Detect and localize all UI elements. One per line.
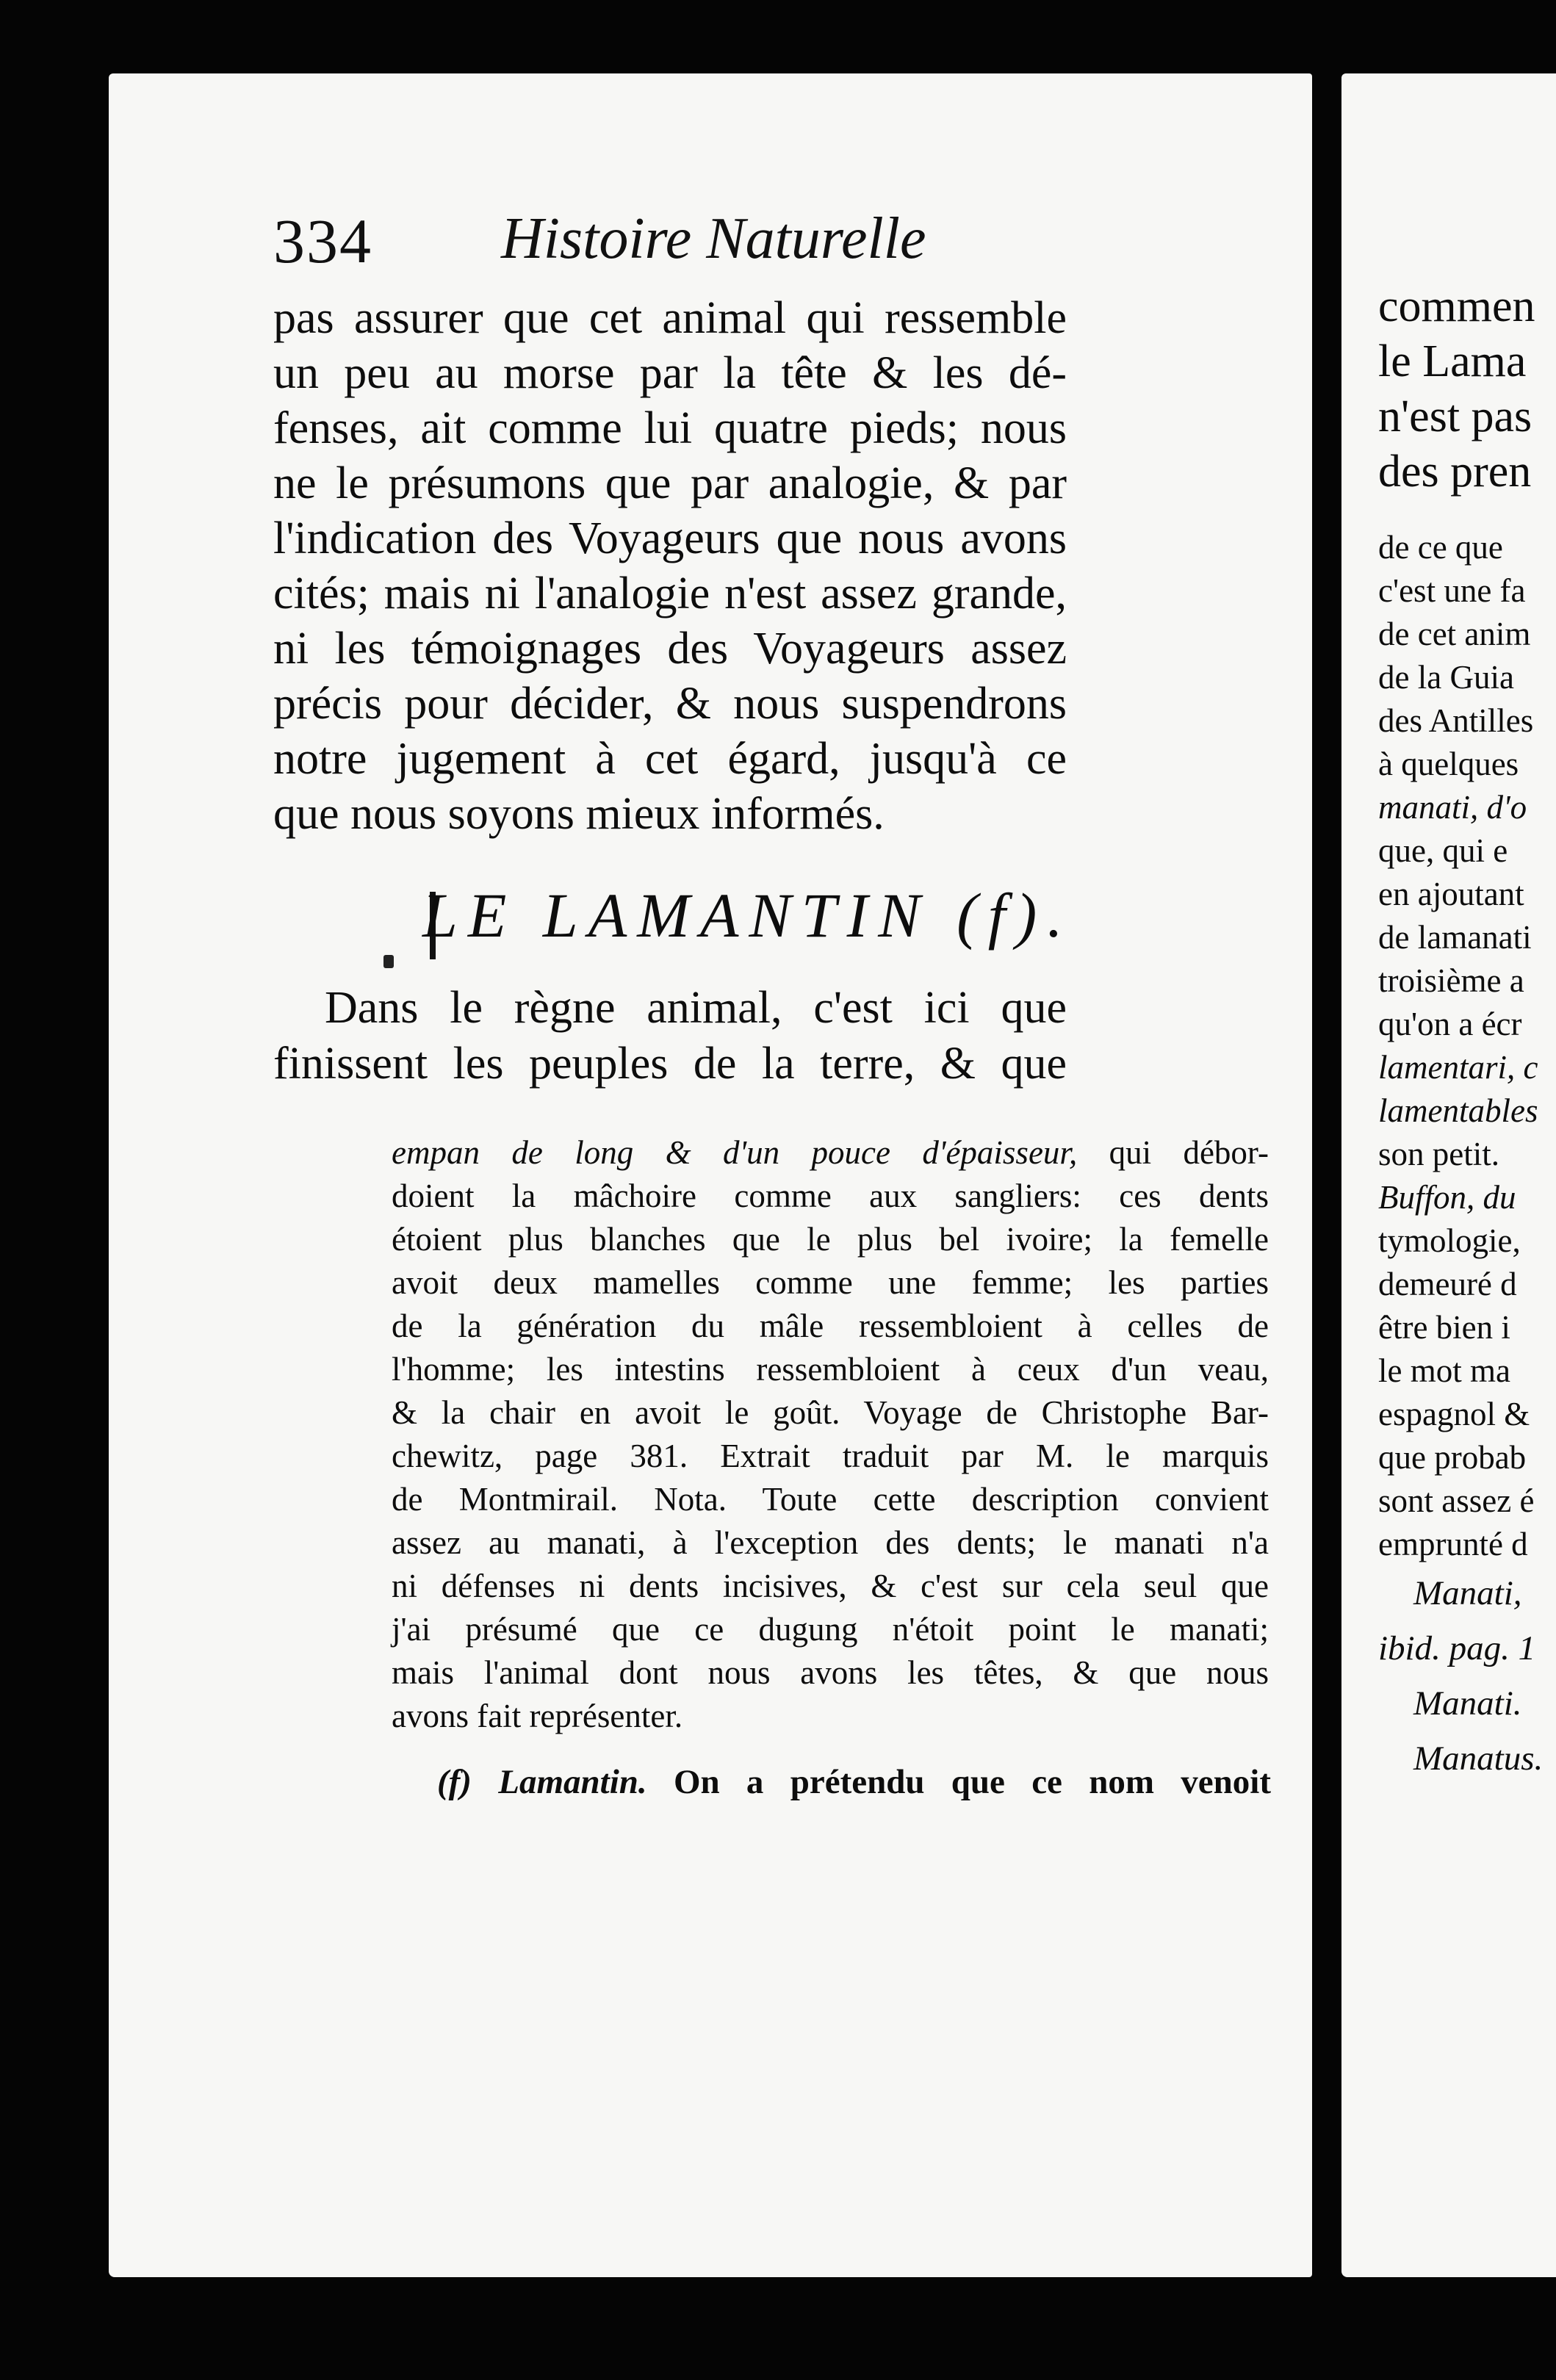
footnote-continuation <box>392 1131 1269 1738</box>
right-line: troisième a <box>1378 962 1524 999</box>
body-text-section <box>273 980 1067 1092</box>
body-text-top <box>273 291 1067 842</box>
right-line: de la Guia <box>1378 659 1514 696</box>
right-line: demeuré d <box>1378 1266 1517 1302</box>
footnote-line: j'ai présumé que ce dugung n'étoit point le manati; <box>392 1611 1269 1648</box>
text-line: que nous soyons mieux informés. <box>273 789 885 839</box>
text-line: précis pour décider, & nous suspendrons <box>273 679 1067 729</box>
right-line: qu'on a écr <box>1378 1006 1522 1042</box>
right-line: Manati, <box>1413 1574 1522 1612</box>
text-line: ni les témoignages des Voyageurs assez <box>273 624 1067 674</box>
text-line: fenses, ait comme lui quatre pieds; nous <box>273 403 1067 453</box>
page-number: 334 <box>273 206 372 276</box>
footnote-line: mais l'animal dont nous avons les têtes, & que nous <box>392 1654 1269 1691</box>
text-line: un peu au morse par la tête & les dé- <box>273 348 1067 398</box>
right-line: Manati. <box>1413 1684 1522 1723</box>
right-page-text <box>1378 279 1556 1786</box>
right-line: des Antilles <box>1378 702 1534 739</box>
footnote-line: de la génération du mâle ressembloient à celles de <box>392 1308 1269 1344</box>
footnote-f-line <box>437 1760 1271 1804</box>
right-line: emprunté d <box>1378 1526 1528 1562</box>
footnote-line: avoit deux mamelles comme une femme; les parties <box>392 1264 1269 1301</box>
running-title: Histoire Naturelle <box>501 206 926 271</box>
right-line: lamentari, c <box>1378 1049 1538 1086</box>
right-line: son petit. <box>1378 1136 1499 1172</box>
text-line: ne le présumons que par analogie, & par <box>273 458 1067 508</box>
footnote-rest: qui débor- <box>1077 1134 1269 1171</box>
right-line: en ajoutant <box>1378 876 1524 912</box>
footnote-line: ni défenses ni dents incisives, & c'est sur cela seul que <box>392 1568 1269 1604</box>
footnote-line: de Montmirail. Nota. Toute cette description convient <box>392 1481 1269 1518</box>
right-line: sont assez é <box>1378 1482 1535 1519</box>
right-line: c'est une fa <box>1378 572 1526 609</box>
footnote-line: assez au manati, à l'exception des dents; le manati n'a <box>392 1524 1269 1561</box>
footnote-f <box>437 1760 1271 1804</box>
footnote-f-marker: (f) Lamantin. <box>437 1763 647 1801</box>
footnote-line <box>392 1131 1269 1175</box>
footnote-italic: empan de long & d'un pouce d'épaisseur, <box>392 1134 1078 1171</box>
right-line: commen <box>1378 281 1535 331</box>
footnote-line: avons fait représenter. <box>392 1698 683 1734</box>
right-line: de ce que <box>1378 529 1503 566</box>
right-line: que, qui e <box>1378 832 1508 869</box>
text-line: Dans le règne animal, c'est ici que <box>325 983 1067 1033</box>
right-line: que probab <box>1378 1439 1527 1476</box>
right-line: être bien i <box>1378 1309 1510 1346</box>
text-line: cités; mais ni l'analogie n'est assez grande, <box>273 569 1067 619</box>
text-line: finissent les peuples de la terre, & que <box>273 1039 1067 1089</box>
footnote-line: étoient plus blanches que le plus bel ivoire; la femelle <box>392 1221 1269 1258</box>
section-heading: LE LAMANTIN (f). <box>422 880 1073 951</box>
text-line: pas assurer que cet animal qui ressemble <box>273 293 1067 343</box>
right-line: ibid. pag. 1 <box>1378 1629 1536 1667</box>
right-line: lamentables <box>1378 1092 1538 1129</box>
right-line: le Lama <box>1378 336 1527 386</box>
footnote-f-text: On a prétendu que ce nom venoit <box>646 1763 1271 1801</box>
right-line: espagnol & <box>1378 1396 1530 1432</box>
right-line: de lamanati <box>1378 919 1532 956</box>
right-line: à quelques <box>1378 746 1519 782</box>
footnote-line: doient la mâchoire comme aux sangliers: ces dents <box>392 1178 1269 1214</box>
right-line: n'est pas <box>1378 392 1532 441</box>
footnote-line: chewitz, page 381. Extrait traduit par M. le marquis <box>392 1438 1269 1474</box>
footnote-line: & la chair en avoit le goût. Voyage de Christophe Bar- <box>392 1394 1269 1431</box>
right-line: tymologie, <box>1378 1222 1521 1259</box>
right-line: Manatus. <box>1413 1739 1544 1778</box>
right-line: des pren <box>1378 447 1532 497</box>
right-line: manati, d'o <box>1378 789 1527 826</box>
right-line: le mot ma <box>1378 1352 1510 1389</box>
right-line: Buffon, du <box>1378 1179 1516 1216</box>
footnote-line: l'homme; les intestins ressembloient à ceux d'un veau, <box>392 1351 1269 1388</box>
text-line: l'indication des Voyageurs que nous avons <box>273 513 1067 563</box>
page-header <box>273 197 1052 285</box>
right-line: de cet anim <box>1378 616 1531 652</box>
text-line: notre jugement à cet égard, jusqu'à ce <box>273 734 1067 784</box>
bullet-mark <box>383 955 394 968</box>
